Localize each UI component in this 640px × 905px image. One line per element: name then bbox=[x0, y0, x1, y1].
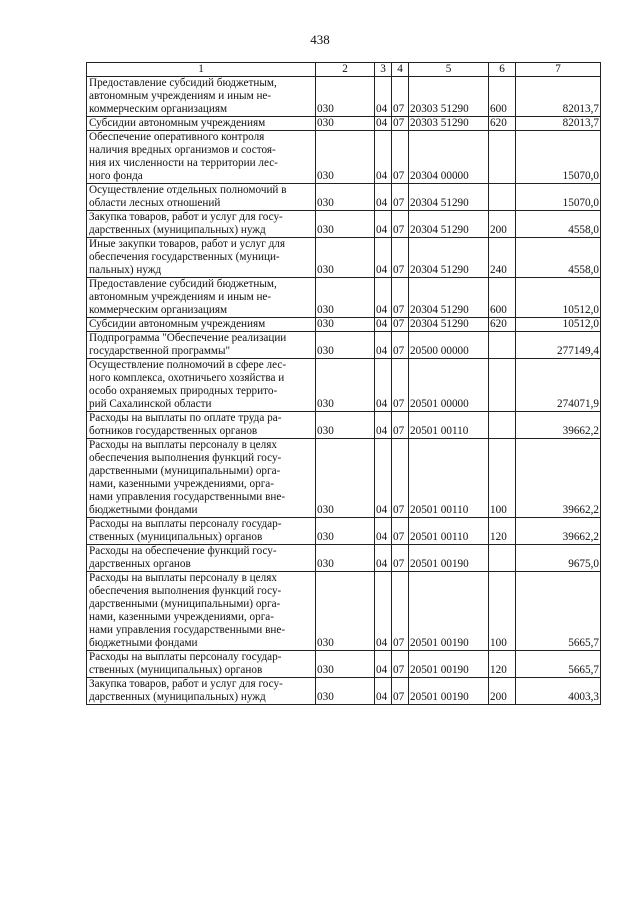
target-article-cell: 20500 00000 bbox=[409, 332, 489, 359]
table-row bbox=[87, 439, 601, 518]
table-row bbox=[87, 412, 601, 439]
chapter-code-cell: 030 bbox=[316, 278, 375, 318]
amount-cell: 39662,2 bbox=[516, 518, 601, 545]
table-row bbox=[87, 545, 601, 572]
chapter-code-cell: 030 bbox=[316, 651, 375, 678]
row-name-line: обеспечения государственных (муници- bbox=[89, 251, 280, 263]
row-name-line: Закупка товаров, работ и услуг для госу- bbox=[89, 678, 283, 690]
expense-type-cell: 100 bbox=[489, 439, 516, 518]
chapter-code-cell: 030 bbox=[316, 184, 375, 211]
expense-type-cell: 620 bbox=[489, 318, 516, 332]
amount-cell: 39662,2 bbox=[516, 439, 601, 518]
table-row bbox=[87, 332, 601, 359]
expense-type-cell bbox=[489, 412, 516, 439]
row-name-line: Расходы на выплаты по оплате труда ра- bbox=[89, 412, 282, 424]
subsection-code-cell: 07 bbox=[392, 238, 409, 278]
row-name-line: ного фонда bbox=[89, 170, 143, 182]
amount-cell: 4558,0 bbox=[516, 238, 601, 278]
target-article-cell: 20501 00110 bbox=[409, 518, 489, 545]
amount-cell: 82013,7 bbox=[516, 77, 601, 117]
section-code-cell: 04 bbox=[375, 651, 392, 678]
chapter-code-cell: 030 bbox=[316, 412, 375, 439]
row-name-cell bbox=[87, 238, 316, 278]
header-cell-7: 7 bbox=[516, 63, 601, 77]
chapter-code-cell: 030 bbox=[316, 439, 375, 518]
target-article-cell: 20304 51290 bbox=[409, 238, 489, 278]
row-name-line: Осуществление полномочий в сфере лес- bbox=[89, 359, 287, 371]
row-name-cell bbox=[87, 678, 316, 705]
target-article-cell: 20304 00000 bbox=[409, 131, 489, 184]
target-article-cell: 20501 00190 bbox=[409, 678, 489, 705]
row-name-line: области лесных отношений bbox=[89, 197, 221, 209]
expense-type-cell: 100 bbox=[489, 572, 516, 651]
target-article-cell: 20304 51290 bbox=[409, 184, 489, 211]
table-row bbox=[87, 518, 601, 545]
expense-type-cell bbox=[489, 184, 516, 211]
amount-cell: 274071,9 bbox=[516, 359, 601, 412]
row-name-cell bbox=[87, 184, 316, 211]
row-name-line: Подпрограмма "Обеспечение реализации bbox=[89, 332, 287, 344]
section-code-cell: 04 bbox=[375, 572, 392, 651]
row-name-line: Закупка товаров, работ и услуг для госу- bbox=[89, 211, 283, 223]
row-name-line: Субсидии автономным учреждениям bbox=[89, 318, 266, 330]
row-name-line: рий Сахалинской области bbox=[89, 398, 212, 410]
subsection-code-cell: 07 bbox=[392, 117, 409, 131]
row-name-line: дарственными (муниципальными) орга- bbox=[89, 465, 281, 477]
amount-cell: 39662,2 bbox=[516, 412, 601, 439]
row-name-cell bbox=[87, 332, 316, 359]
amount-cell: 15070,0 bbox=[516, 131, 601, 184]
row-name-cell bbox=[87, 518, 316, 545]
chapter-code-cell: 030 bbox=[316, 359, 375, 412]
row-name-line: Обеспечение оперативного контроля bbox=[89, 131, 265, 143]
expense-type-cell bbox=[489, 131, 516, 184]
row-name-line: Расходы на выплаты персоналу в целях bbox=[89, 572, 277, 584]
row-name-line: наличия вредных организмов и состоя- bbox=[89, 144, 276, 156]
chapter-code-cell: 030 bbox=[316, 518, 375, 545]
subsection-code-cell: 07 bbox=[392, 211, 409, 238]
row-name-cell bbox=[87, 572, 316, 651]
row-name-line: дарственных (муниципальных) нужд bbox=[89, 224, 266, 236]
subsection-code-cell: 07 bbox=[392, 545, 409, 572]
row-name-line: коммерческим организациям bbox=[89, 304, 228, 316]
amount-cell: 10512,0 bbox=[516, 278, 601, 318]
chapter-code-cell: 030 bbox=[316, 572, 375, 651]
subsection-code-cell: 07 bbox=[392, 651, 409, 678]
subsection-code-cell: 07 bbox=[392, 359, 409, 412]
row-name-line: ственных (муниципальных) органов bbox=[89, 664, 263, 676]
section-code-cell: 04 bbox=[375, 318, 392, 332]
subsection-code-cell: 07 bbox=[392, 678, 409, 705]
row-name-line: бюджетными фондами bbox=[89, 637, 198, 649]
table-row bbox=[87, 131, 601, 184]
row-name-line: Расходы на выплаты персоналу государ- bbox=[89, 651, 282, 663]
section-code-cell: 04 bbox=[375, 184, 392, 211]
row-name-line: Предоставление субсидий бюджетным, bbox=[89, 77, 277, 89]
row-name-line: пальных) нужд bbox=[89, 264, 162, 276]
table-body bbox=[87, 63, 601, 705]
expense-type-cell: 620 bbox=[489, 117, 516, 131]
amount-cell: 4003,3 bbox=[516, 678, 601, 705]
expense-type-cell: 200 bbox=[489, 678, 516, 705]
header-cell-6: 6 bbox=[489, 63, 516, 77]
target-article-cell: 20501 00000 bbox=[409, 359, 489, 412]
table-row bbox=[87, 211, 601, 238]
header-cell-4: 4 bbox=[392, 63, 409, 77]
subsection-code-cell: 07 bbox=[392, 518, 409, 545]
row-name-line: особо охраняемых природных террито- bbox=[89, 385, 278, 397]
table-row bbox=[87, 278, 601, 318]
section-code-cell: 04 bbox=[375, 131, 392, 184]
row-name-line: дарственными (муниципальными) орга- bbox=[89, 598, 281, 610]
row-name-line: дарственных органов bbox=[89, 558, 191, 570]
target-article-cell: 20501 00110 bbox=[409, 412, 489, 439]
expense-type-cell: 200 bbox=[489, 211, 516, 238]
subsection-code-cell: 07 bbox=[392, 278, 409, 318]
row-name-cell bbox=[87, 117, 316, 131]
section-code-cell: 04 bbox=[375, 678, 392, 705]
row-name-cell bbox=[87, 211, 316, 238]
header-cell-1: 1 bbox=[87, 63, 316, 77]
expense-type-cell bbox=[489, 545, 516, 572]
amount-cell: 5665,7 bbox=[516, 572, 601, 651]
section-code-cell: 04 bbox=[375, 332, 392, 359]
target-article-cell: 20501 00190 bbox=[409, 572, 489, 651]
expense-type-cell: 240 bbox=[489, 238, 516, 278]
chapter-code-cell: 030 bbox=[316, 131, 375, 184]
section-code-cell: 04 bbox=[375, 359, 392, 412]
row-name-cell bbox=[87, 278, 316, 318]
row-name-cell bbox=[87, 77, 316, 117]
row-name-line: коммерческим организациям bbox=[89, 103, 228, 115]
row-name-line: обеспечения выполнения функций госу- bbox=[89, 585, 282, 597]
row-name-line: Осуществление отдельных полномочий в bbox=[89, 184, 287, 196]
row-name-line: Расходы на обеспечение функций госу- bbox=[89, 545, 277, 557]
row-name-cell bbox=[87, 131, 316, 184]
page-number: 438 bbox=[310, 32, 330, 47]
amount-cell: 4558,0 bbox=[516, 211, 601, 238]
section-code-cell: 04 bbox=[375, 238, 392, 278]
expense-type-cell: 600 bbox=[489, 77, 516, 117]
table-row bbox=[87, 184, 601, 211]
row-name-cell bbox=[87, 651, 316, 678]
budget-table bbox=[86, 62, 601, 705]
table-row bbox=[87, 651, 601, 678]
row-name-line: Расходы на выплаты персоналу государ- bbox=[89, 518, 282, 530]
chapter-code-cell: 030 bbox=[316, 545, 375, 572]
header-cell-2: 2 bbox=[316, 63, 375, 77]
row-name-line: ботников государственных органов bbox=[89, 425, 258, 437]
section-code-cell: 04 bbox=[375, 211, 392, 238]
section-code-cell: 04 bbox=[375, 545, 392, 572]
row-name-cell bbox=[87, 318, 316, 332]
table-header-row bbox=[87, 63, 601, 77]
row-name-line: Иные закупки товаров, работ и услуг для bbox=[89, 238, 286, 250]
row-name-cell bbox=[87, 412, 316, 439]
chapter-code-cell: 030 bbox=[316, 332, 375, 359]
row-name-line: ственных (муниципальных) органов bbox=[89, 531, 263, 543]
row-name-line: нами, казенными учреждениями, орга- bbox=[89, 611, 274, 623]
section-code-cell: 04 bbox=[375, 278, 392, 318]
row-name-line: ния их численности на территории лес- bbox=[89, 157, 278, 169]
amount-cell: 9675,0 bbox=[516, 545, 601, 572]
chapter-code-cell: 030 bbox=[316, 211, 375, 238]
table-row bbox=[87, 117, 601, 131]
row-name-line: Субсидии автономным учреждениям bbox=[89, 117, 266, 129]
section-code-cell: 04 bbox=[375, 518, 392, 545]
row-name-line: дарственных (муниципальных) нужд bbox=[89, 691, 266, 703]
target-article-cell: 20501 00190 bbox=[409, 651, 489, 678]
subsection-code-cell: 07 bbox=[392, 184, 409, 211]
amount-cell: 10512,0 bbox=[516, 318, 601, 332]
section-code-cell: 04 bbox=[375, 412, 392, 439]
chapter-code-cell: 030 bbox=[316, 238, 375, 278]
subsection-code-cell: 07 bbox=[392, 131, 409, 184]
subsection-code-cell: 07 bbox=[392, 572, 409, 651]
expense-type-cell: 120 bbox=[489, 651, 516, 678]
section-code-cell: 04 bbox=[375, 117, 392, 131]
target-article-cell: 20304 51290 bbox=[409, 278, 489, 318]
row-name-line: обеспечения выполнения функций госу- bbox=[89, 452, 282, 464]
target-article-cell: 20304 51290 bbox=[409, 318, 489, 332]
chapter-code-cell: 030 bbox=[316, 318, 375, 332]
row-name-line: нами управления государственными вне- bbox=[89, 624, 286, 636]
row-name-line: государственной программы" bbox=[89, 345, 231, 357]
row-name-line: нами управления государственными вне- bbox=[89, 491, 286, 503]
row-name-line: автономным учреждениям и иным не- bbox=[89, 90, 272, 102]
expense-type-cell: 120 bbox=[489, 518, 516, 545]
table-row bbox=[87, 572, 601, 651]
header-cell-3: 3 bbox=[375, 63, 392, 77]
row-name-line: Предоставление субсидий бюджетным, bbox=[89, 278, 277, 290]
subsection-code-cell: 07 bbox=[392, 77, 409, 117]
expense-type-cell bbox=[489, 332, 516, 359]
section-code-cell: 04 bbox=[375, 77, 392, 117]
amount-cell: 82013,7 bbox=[516, 117, 601, 131]
chapter-code-cell: 030 bbox=[316, 117, 375, 131]
expense-type-cell: 600 bbox=[489, 278, 516, 318]
table-row bbox=[87, 238, 601, 278]
subsection-code-cell: 07 bbox=[392, 439, 409, 518]
row-name-line: нами, казенными учреждениями, орга- bbox=[89, 478, 274, 490]
header-cell-5: 5 bbox=[409, 63, 489, 77]
table-row bbox=[87, 318, 601, 332]
chapter-code-cell: 030 bbox=[316, 77, 375, 117]
target-article-cell: 20303 51290 bbox=[409, 117, 489, 131]
subsection-code-cell: 07 bbox=[392, 318, 409, 332]
row-name-line: ного комплекса, охотничьего хозяйства и bbox=[89, 372, 285, 384]
table-row bbox=[87, 359, 601, 412]
row-name-cell bbox=[87, 545, 316, 572]
expense-type-cell bbox=[489, 359, 516, 412]
row-name-cell bbox=[87, 359, 316, 412]
row-name-line: бюджетными фондами bbox=[89, 504, 198, 516]
subsection-code-cell: 07 bbox=[392, 412, 409, 439]
row-name-cell bbox=[87, 439, 316, 518]
amount-cell: 5665,7 bbox=[516, 651, 601, 678]
amount-cell: 15070,0 bbox=[516, 184, 601, 211]
target-article-cell: 20303 51290 bbox=[409, 77, 489, 117]
target-article-cell: 20501 00110 bbox=[409, 439, 489, 518]
row-name-line: Расходы на выплаты персоналу в целях bbox=[89, 439, 277, 451]
section-code-cell: 04 bbox=[375, 439, 392, 518]
target-article-cell: 20501 00190 bbox=[409, 545, 489, 572]
amount-cell: 277149,4 bbox=[516, 332, 601, 359]
chapter-code-cell: 030 bbox=[316, 678, 375, 705]
row-name-line: автономным учреждениям и иным не- bbox=[89, 291, 272, 303]
subsection-code-cell: 07 bbox=[392, 332, 409, 359]
target-article-cell: 20304 51290 bbox=[409, 211, 489, 238]
table-row bbox=[87, 678, 601, 705]
table-row bbox=[87, 77, 601, 117]
